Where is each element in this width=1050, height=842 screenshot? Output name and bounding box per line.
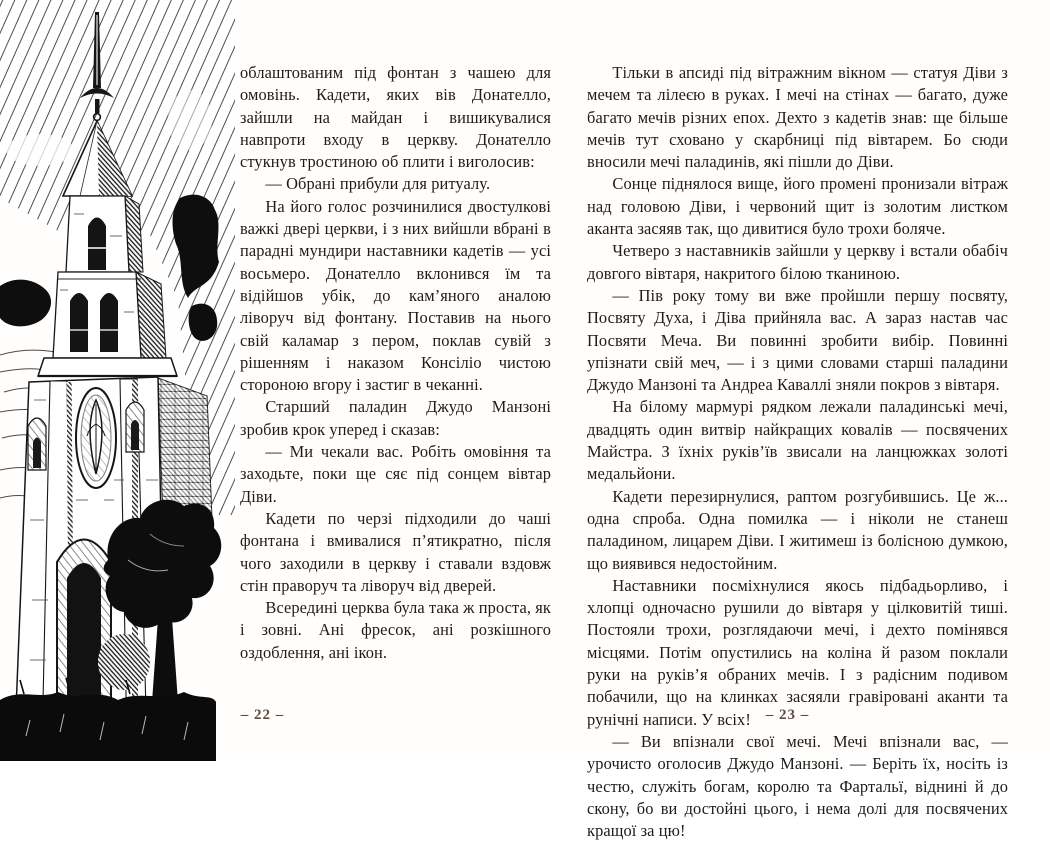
belfry-upper <box>66 196 143 272</box>
paragraph: Кадети по черзі підходили до чаші фонтана і вмивалися п’ятикратно, після чого заходили в церкву і ставали вздовж стін праворуч та ліворуч від дверей. <box>240 508 551 595</box>
paragraph: облаштованим під фонтан з чашею для омовінь. Кадети, яких вів Донателло, зайшли на майдан і вишикувалися навпроти входу в церкву. Донателло стукнув тростиною об плити і виголосив: <box>240 63 551 172</box>
paragraph: Кадети перезирнулися, раптом розгубившись. Це ж... одна спроба. Одна помилка — і ніколи не станеш паладином, лицарем Діви. І житимеш із болісною думкою, що виявився недостойним. <box>587 486 1008 573</box>
paragraph: — Ми чекали вас. Робіть омовіння та заходьте, поки ще сяє під сонцем вівтар Діви. <box>240 442 551 506</box>
paragraph: — Пів року тому ви вже пройшли першу посвяту, Посвяту Духа, і Діва прийняла вас. А зараз настав час Посвяти Меча. Ви повинні зробити вибір. Повинні упізнати свій меч, — і з цими словами старші паладини Джудо Манзоні та Андреа Каваллі зняли покров з вівтаря. <box>587 285 1008 395</box>
paragraph: — Ви впізнали свої мечі. Мечі впізнали вас, — урочисто оголосив Джудо Манзоні. — Беріть їх, носіть із честю, служіть богам, королю та Фартальї, віднині й до скону, бо ви достойні цього, і нема долі для посвячених кращої за цю! <box>587 731 1008 841</box>
right-page-text <box>587 62 1008 842</box>
page-number-right: – 23 – <box>765 707 810 723</box>
cornice <box>38 358 177 376</box>
paragraph: На його голос розчинилися двостулкові важкі двері церкви, і з них вийшли вбрані в парадні мундири наставники кадетів — усі восьмеро. Донателло вклонився їм та відійшов убік, до кам’яного аналою ліворуч від фонтану. Поставив на нього свій каламар з пером, поклав сувій з рішенням і наказом Консіліо чистою стороною вгору і застиг в чеканні. <box>240 196 551 395</box>
paragraph: — Обрані прибули для ритуалу. <box>265 174 491 194</box>
page-number-left: – 22 – <box>240 707 285 723</box>
paragraph: Четверо з наставників зайшли у церкву і встали обабіч довгого вівтаря, накритого білою тканиною. <box>587 241 1008 283</box>
paragraph: На білому мармурі рядком лежали паладинські мечі, двадцять один витвір найкращих ковалів — посвячених Майстра. З їхніх руків’їв звисали на ланцюжках золоті медальйони. <box>587 397 1008 484</box>
paragraph: Наставники посміхнулися якось підбадьорливо, і хлопці одночасно рушили до вівтаря у цілковитій тиші. Постояли трохи, розглядаючи мечі, і дехто помінявся місцями. Потім опустились на коліна й разом поклали руки на руків’я обраних мечів. І з радісним подивом побачили, що на клинках засяяли гравіровані аканти та рунічні написи. У всіх! <box>587 575 1008 729</box>
paragraph: Всередині церква була така ж проста, як і зовні. Ані фресок, ані розкішного оздоблення, ані ікон. <box>240 598 551 662</box>
paragraph: Старший паладин Джудо Манзоні зробив крок уперед і сказав: <box>240 397 551 439</box>
belfry-mid <box>53 272 166 358</box>
church-ink-illustration <box>0 0 235 761</box>
paragraph: Сонце піднялося вище, його промені пронизали вітраж над головою Діви, і червоний щит із золотим листком аканта засяяв так, що дивитися було трохи боляче. <box>587 174 1008 239</box>
paragraph: Тільки в апсиді під вітражним вікном — статуя Діви з мечем та лілеєю в руках. І мечі на стінах — багато, дуже багато мечів різних епох. Дехто з кадетів знав: ще більше мечів тут сховано у скарбниці під вівтарем. Бо сюди вносили мечі паладинів, які пішли до Діви. <box>587 63 1008 172</box>
left-page-text <box>240 62 551 664</box>
